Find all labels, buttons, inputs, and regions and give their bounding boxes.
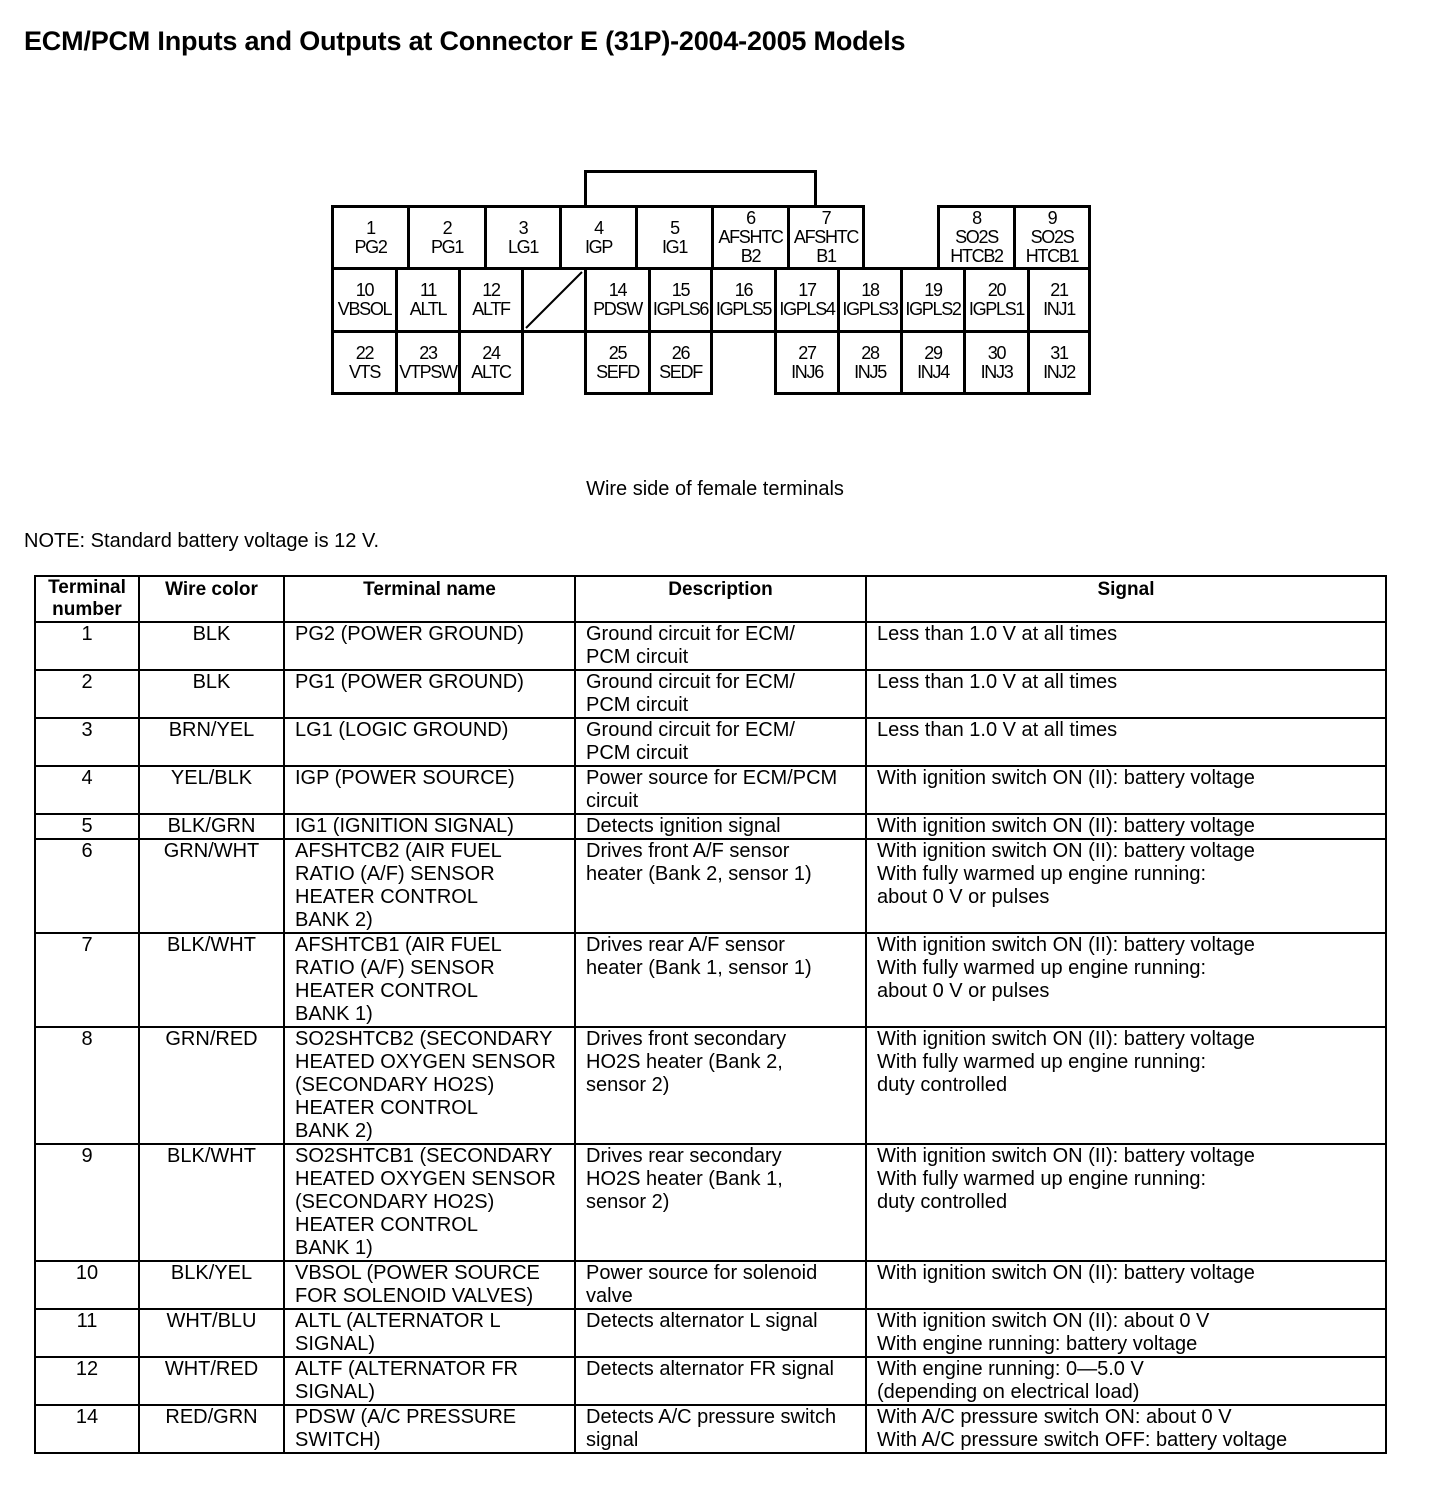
table-row: [35, 766, 1386, 814]
page-title: ECM/PCM Inputs and Outputs at Connector E (31P)-2004-2005 Models: [24, 26, 906, 56]
terminal-number: 7: [35, 933, 139, 1027]
table-row: [35, 1357, 1386, 1405]
wire-color: RED/GRN: [139, 1405, 284, 1453]
description: Ground circuit for ECM/ PCM circuit: [575, 622, 866, 670]
terminal-name: SO2SHTCB1 (SECONDARY HEATED OXYGEN SENSOR (SECONDARY HO2S) HEATER CONTROL BANK 1): [284, 1144, 575, 1261]
connector-blank-slot: [521, 267, 587, 333]
table-row: [35, 1261, 1386, 1309]
connector-pin: 27 INJ6: [774, 330, 840, 395]
wire-color: BRN/YEL: [139, 718, 284, 766]
terminal-name: PG1 (POWER GROUND): [284, 670, 575, 718]
header-description: Description: [575, 576, 866, 622]
table-row: [35, 933, 1386, 1027]
connector-pin: 30 INJ3: [963, 330, 1030, 395]
note-text: NOTE: Standard battery voltage is 12 V.: [24, 530, 380, 552]
connector-lock-tab: [584, 170, 817, 210]
signal: With A/C pressure switch ON: about 0 V With A/C pressure switch OFF: battery voltage: [866, 1405, 1386, 1453]
wire-color: BLK: [139, 670, 284, 718]
connector-pin: 2 PG1: [407, 205, 487, 270]
connector-pin: 22 VTS: [331, 330, 398, 395]
signal: Less than 1.0 V at all times: [866, 718, 1386, 766]
connector-pin: 20 IGPLS1: [963, 267, 1030, 333]
connector-diagram: [0, 0, 1440, 400]
wire-color: BLK/WHT: [139, 1144, 284, 1261]
signal: With ignition switch ON (II): battery voltage: [866, 766, 1386, 814]
connector-pin: 10 VBSOL: [331, 267, 398, 333]
description: Ground circuit for ECM/ PCM circuit: [575, 670, 866, 718]
terminal-table: [34, 575, 1387, 1454]
connector-pin: 28 INJ5: [837, 330, 903, 395]
signal: With ignition switch ON (II): battery voltage With fully warmed up engine running: about 0 V or pulses: [866, 933, 1386, 1027]
signal: With ignition switch ON (II): battery voltage With fully warmed up engine running: about 0 V or pulses: [866, 839, 1386, 933]
connector-pin: 29 INJ4: [900, 330, 966, 395]
terminal-name: ALTF (ALTERNATOR FR SIGNAL): [284, 1357, 575, 1405]
terminal-name: PDSW (A/C PRESSURE SWITCH): [284, 1405, 575, 1453]
wire-color: WHT/RED: [139, 1357, 284, 1405]
description: Drives front secondary HO2S heater (Bank 2, sensor 2): [575, 1027, 866, 1144]
signal: With ignition switch ON (II): battery voltage: [866, 1261, 1386, 1309]
terminal-number: 5: [35, 814, 139, 839]
connector-pin: 21 INJ1: [1027, 267, 1091, 333]
table-row: [35, 622, 1386, 670]
terminal-number: 9: [35, 1144, 139, 1261]
connector-pin: 5 IG1: [635, 205, 714, 270]
terminal-name: AFSHTCB2 (AIR FUEL RATIO (A/F) SENSOR HEATER CONTROL BANK 2): [284, 839, 575, 933]
wire-color: BLK/YEL: [139, 1261, 284, 1309]
connector-pin: 18 IGPLS3: [837, 267, 903, 333]
connector-pin: 12 ALTF: [458, 267, 524, 333]
terminal-number: 11: [35, 1309, 139, 1357]
wire-color: BLK/WHT: [139, 933, 284, 1027]
connector-caption: Wire side of female terminals: [586, 478, 844, 500]
wire-color: GRN/WHT: [139, 839, 284, 933]
connector-pin: 16 IGPLS5: [710, 267, 777, 333]
connector-pin: 19 IGPLS2: [900, 267, 966, 333]
wire-color: YEL/BLK: [139, 766, 284, 814]
connector-pin: 17 IGPLS4: [774, 267, 840, 333]
description: Detects alternator L signal: [575, 1309, 866, 1357]
terminal-number: 3: [35, 718, 139, 766]
terminal-number: 12: [35, 1357, 139, 1405]
terminal-number: 14: [35, 1405, 139, 1453]
description: Ground circuit for ECM/ PCM circuit: [575, 718, 866, 766]
signal: With engine running: 0—5.0 V (depending on electrical load): [866, 1357, 1386, 1405]
connector-pin: 1 PG2: [331, 205, 410, 270]
header-signal: Signal: [866, 576, 1386, 622]
description: Power source for solenoid valve: [575, 1261, 866, 1309]
description: Detects A/C pressure switch signal: [575, 1405, 866, 1453]
connector-pin: 25 SEFD: [584, 330, 651, 395]
terminal-number: 10: [35, 1261, 139, 1309]
description: Drives rear secondary HO2S heater (Bank 1, sensor 2): [575, 1144, 866, 1261]
connector-pin: 11 ALTL: [395, 267, 461, 333]
header-wire-color: Wire color: [139, 576, 284, 622]
table-row: [35, 1144, 1386, 1261]
description: Detects ignition signal: [575, 814, 866, 839]
terminal-name: PG2 (POWER GROUND): [284, 622, 575, 670]
terminal-name: LG1 (LOGIC GROUND): [284, 718, 575, 766]
connector-pin: 4 IGP: [559, 205, 638, 270]
table-row: [35, 670, 1386, 718]
wire-color: GRN/RED: [139, 1027, 284, 1144]
connector-pin: 23 VTPSW: [395, 330, 461, 395]
table-row: [35, 814, 1386, 839]
table-row: [35, 1309, 1386, 1357]
connector-pin: 15 IGPLS6: [648, 267, 713, 333]
header-terminal-number: Terminal number: [35, 576, 139, 622]
terminal-name: ALTL (ALTERNATOR L SIGNAL): [284, 1309, 575, 1357]
table-row: [35, 1027, 1386, 1144]
connector-pin: 24 ALTC: [458, 330, 524, 395]
connector-pin: 9 SO2S HTCB1: [1013, 205, 1091, 270]
terminal-name: SO2SHTCB2 (SECONDARY HEATED OXYGEN SENSOR (SECONDARY HO2S) HEATER CONTROL BANK 2): [284, 1027, 575, 1144]
table-row: [35, 839, 1386, 933]
description: Drives rear A/F sensor heater (Bank 1, sensor 1): [575, 933, 866, 1027]
connector-pin: 26 SEDF: [648, 330, 713, 395]
terminal-name: IG1 (IGNITION SIGNAL): [284, 814, 575, 839]
wire-color: BLK/GRN: [139, 814, 284, 839]
signal: With ignition switch ON (II): battery voltage With fully warmed up engine running: duty controlled: [866, 1144, 1386, 1261]
connector-pin: 14 PDSW: [584, 267, 651, 333]
signal: Less than 1.0 V at all times: [866, 622, 1386, 670]
terminal-name: VBSOL (POWER SOURCE FOR SOLENOID VALVES): [284, 1261, 575, 1309]
table-row: [35, 1405, 1386, 1453]
wire-color: BLK: [139, 622, 284, 670]
signal: With ignition switch ON (II): battery voltage: [866, 814, 1386, 839]
terminal-name: AFSHTCB1 (AIR FUEL RATIO (A/F) SENSOR HEATER CONTROL BANK 1): [284, 933, 575, 1027]
terminal-number: 4: [35, 766, 139, 814]
wire-color: WHT/BLU: [139, 1309, 284, 1357]
terminal-number: 2: [35, 670, 139, 718]
table-header-row: [35, 576, 1386, 622]
terminal-number: 1: [35, 622, 139, 670]
connector-pin: 6 AFSHTC B2: [711, 205, 790, 270]
signal: Less than 1.0 V at all times: [866, 670, 1386, 718]
connector-pin: 3 LG1: [484, 205, 562, 270]
terminal-number: 8: [35, 1027, 139, 1144]
description: Detects alternator FR signal: [575, 1357, 866, 1405]
description: Power source for ECM/PCM circuit: [575, 766, 866, 814]
signal: With ignition switch ON (II): battery voltage With fully warmed up engine running: duty controlled: [866, 1027, 1386, 1144]
signal: With ignition switch ON (II): about 0 V With engine running: battery voltage: [866, 1309, 1386, 1357]
connector-pin: 8 SO2S HTCB2: [937, 205, 1016, 270]
terminal-name: IGP (POWER SOURCE): [284, 766, 575, 814]
connector-pin: 31 INJ2: [1027, 330, 1091, 395]
terminal-number: 6: [35, 839, 139, 933]
header-terminal-name: Terminal name: [284, 576, 575, 622]
table-row: [35, 718, 1386, 766]
connector-pin: 7 AFSHTC B1: [787, 205, 865, 270]
description: Drives front A/F sensor heater (Bank 2, sensor 1): [575, 839, 866, 933]
